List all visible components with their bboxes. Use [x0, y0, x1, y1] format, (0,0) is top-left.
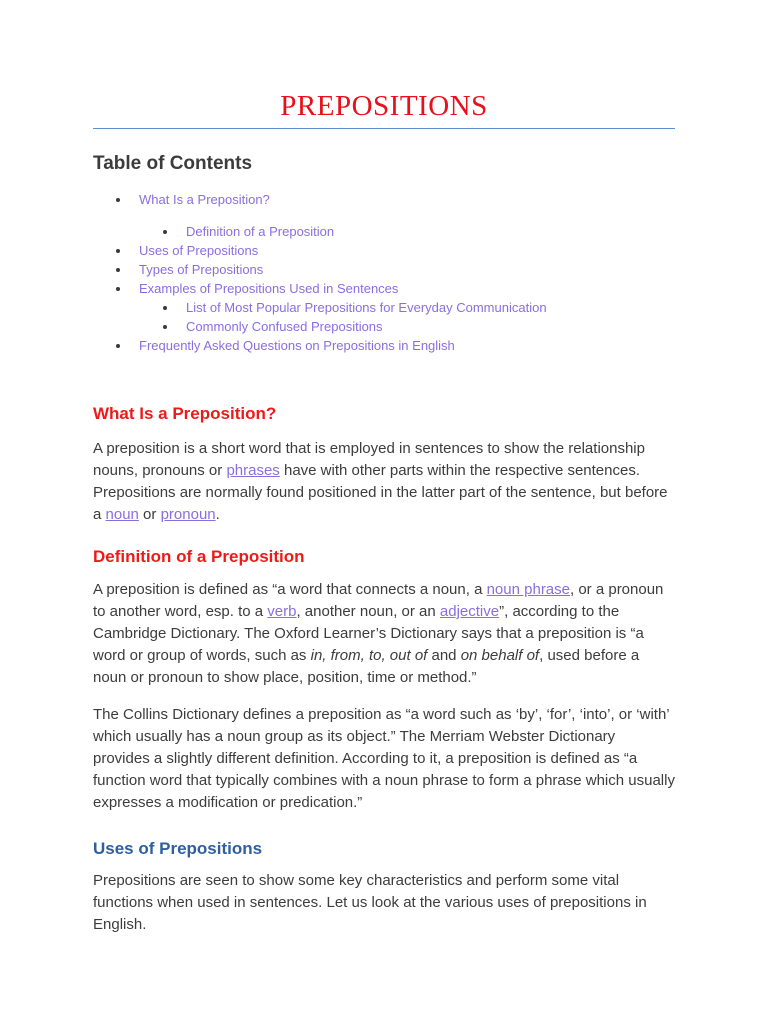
toc-item-faq[interactable]: Frequently Asked Questions on Prepositions in English	[139, 336, 675, 355]
toc-item-uses[interactable]: Uses of Prepositions	[139, 241, 675, 260]
title-divider	[93, 128, 675, 129]
toc-item-types[interactable]: Types of Prepositions	[139, 260, 675, 279]
link-adjective[interactable]: adjective	[439, 603, 500, 620]
toc-item-definition[interactable]: Definition of a Preposition	[186, 222, 675, 241]
section-heading-what-is: What Is a Preposition?	[93, 404, 277, 423]
toc-item-popular-list[interactable]: List of Most Popular Prepositions for Everyday Communication	[186, 298, 675, 317]
toc-item-confused[interactable]: Commonly Confused Prepositions	[186, 317, 675, 336]
toc-item-what-is-a-preposition[interactable]: What Is a Preposition?	[139, 190, 675, 209]
link-noun[interactable]: noun	[105, 506, 139, 523]
document-page	[93, 0, 675, 936]
link-phrases[interactable]: phrases	[226, 462, 280, 479]
section-heading-definition: Definition of a Preposition	[93, 547, 305, 566]
link-verb[interactable]: verb	[267, 603, 297, 620]
link-pronoun[interactable]: pronoun	[160, 506, 216, 523]
section-uses-paragraph: Prepositions are seen to show some key characteristics and perform some vital functions when used in sentences. Let us look at the various uses of prepositions in English.	[93, 872, 647, 933]
section-definition-paragraph-2: The Collins Dictionary defines a preposition as “a word such as ‘by’, ‘for’, ‘into’, or ‘with’ which usually has a noun group as its object.” The Merriam Webster Dictionary provides a slightly different definition. According to it, a preposition is defined as “a function word that typically combines with a noun phrase to form a phrase which usually expresses a modification or predication.”	[93, 706, 675, 811]
section-what-is-paragraph: A preposition is a short word that is employed in sentences to show the relationship nouns, pronouns or phrases have with other parts within the respective sentences. Prepositions are normally found positioned in the latter part of the sentence, but before a noun or pronoun.	[93, 440, 668, 523]
page-title: PREPOSITIONS	[280, 90, 488, 122]
table-of-contents	[93, 190, 675, 355]
section-heading-uses: Uses of Prepositions	[93, 839, 263, 858]
section-definition-paragraph-1: A preposition is defined as “a word that connects a noun, a noun phrase, or a pronoun to another word, esp. to a verb, another noun, or an adjective”, according to the Cambridge Dictionary. The Oxford Learner’s Dictionary says that a preposition is “a word or group of words, such as in, from, to, out of and on behalf of, used before a noun or pronoun to show place, position, time or method.”	[93, 581, 664, 686]
link-noun-phrase[interactable]: noun phrase	[486, 581, 570, 598]
toc-item-examples[interactable]: Examples of Prepositions Used in Sentences	[139, 279, 675, 298]
toc-heading: Table of Contents	[93, 153, 253, 174]
